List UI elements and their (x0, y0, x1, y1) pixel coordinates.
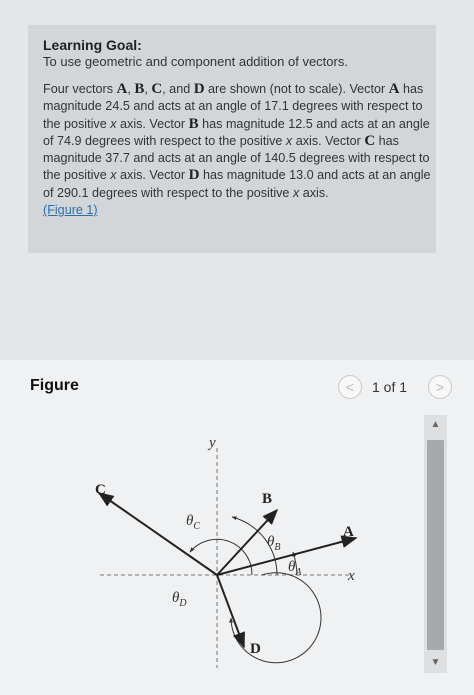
math-x: x (292, 185, 300, 200)
figure-link[interactable]: (Figure 1) (43, 203, 98, 218)
vector-a-label: A (343, 524, 354, 540)
chevron-right-icon: > (435, 379, 445, 395)
theta-a-subscript: A (295, 567, 302, 578)
text-sep: , (144, 82, 152, 96)
theta-b-label (267, 534, 280, 553)
vector-d-symbol: D (188, 167, 200, 184)
text-vector-a: has magnitude 24.5 and acts at an angle of 17.1 degrees with respect to the positive (43, 82, 424, 131)
y-axis-label: y (209, 435, 216, 451)
math-x: x (110, 168, 117, 183)
text-vector-c: has magnitude 37.7 and acts at an angle of 140.5 degrees with respect to the positive (43, 133, 430, 183)
scroll-down-arrow-icon[interactable]: ▼ (430, 657, 441, 668)
theta-symbol: θ (267, 534, 275, 550)
learning-goal-subtitle: To use geometric and component addition of vectors. (43, 54, 348, 69)
theta-c-subscript: C (193, 521, 201, 532)
vector-a-symbol: A (388, 81, 400, 97)
text-intro: Four vectors (43, 82, 117, 96)
text-shown: are shown (not to scale). Vector (204, 82, 389, 96)
math-x: x (110, 116, 117, 131)
vector-d-symbol: D (193, 81, 205, 97)
figure-title: Figure (30, 377, 79, 394)
vector-a-arrow (217, 538, 356, 575)
vector-b-label: B (262, 491, 273, 507)
text-sep: , (127, 82, 135, 96)
theta-symbol: θ (186, 513, 194, 529)
theta-symbol: θ (288, 559, 296, 575)
theta-d-subscript: D (179, 598, 187, 609)
vector-c-symbol: C (364, 132, 376, 149)
learning-goal-title: Learning Goal: (43, 37, 142, 53)
vector-a-symbol: A (116, 81, 128, 97)
vector-b-symbol: B (134, 81, 145, 97)
text-axis: axis. (299, 185, 329, 200)
math-x: x (285, 133, 293, 148)
theta-symbol: θ (172, 590, 180, 606)
scroll-up-arrow-icon[interactable]: ▲ (430, 419, 441, 430)
vector-c-label: C (95, 482, 106, 498)
angle-arc-d (231, 573, 321, 663)
figure-page-indicator: 1 of 1 (372, 379, 408, 395)
text-axis: axis. Vector (292, 133, 365, 148)
text-sep: , and (162, 82, 194, 96)
vector-d-label: D (250, 641, 261, 657)
theta-d-label (172, 590, 187, 609)
chevron-left-icon: < (345, 379, 355, 395)
vector-d-arrow (217, 575, 244, 647)
vector-c-symbol: C (151, 81, 163, 97)
text-vector-b: has magnitude 12.5 and acts at an angle of 74.9 degrees with respect to the positive (43, 116, 430, 148)
vector-b-symbol: B (188, 115, 199, 132)
text-vector-d: has magnitude 13.0 and acts at an angle of 290.1 degrees with respect to the positive (43, 168, 431, 200)
text-axis: axis. Vector (116, 168, 189, 183)
theta-c-label (186, 513, 200, 532)
theta-b-subscript: B (274, 542, 281, 553)
x-axis-label: x (348, 568, 355, 584)
text-axis: axis. Vector (116, 116, 189, 131)
vector-c-arrow (99, 493, 217, 575)
